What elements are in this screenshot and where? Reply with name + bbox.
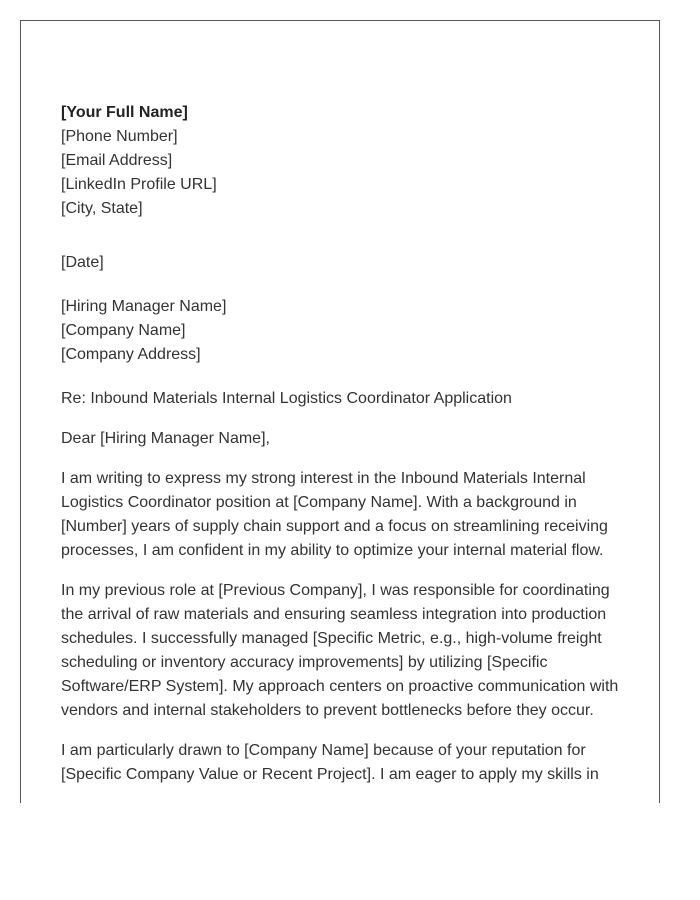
salutation: Dear [Hiring Manager Name], [61, 430, 270, 447]
letter-date: [Date] [61, 254, 104, 271]
sender-name: [Your Full Name] [61, 104, 188, 121]
sender-email: [Email Address] [61, 152, 173, 169]
recipient-company: [Company Name] [61, 322, 186, 339]
document-page [20, 20, 660, 803]
recipient-address: [Company Address] [61, 346, 201, 363]
sender-linkedin: [LinkedIn Profile URL] [61, 176, 217, 193]
subject-line: Re: Inbound Materials Internal Logistics Coordinator Application [61, 390, 512, 407]
sender-phone: [Phone Number] [61, 128, 178, 145]
recipient-block [61, 295, 626, 367]
sender-block [61, 101, 626, 221]
recipient-name: [Hiring Manager Name] [61, 298, 227, 315]
body-paragraph-3: I am particularly drawn to [Company Name] because of your reputation for [Specific Company Value or Recent Project]. I am eager to apply my skills in [61, 742, 599, 783]
sender-location: [City, State] [61, 200, 143, 217]
cover-letter-body [61, 101, 626, 787]
body-paragraph-1: I am writing to express my strong interest in the Inbound Materials Internal Logistics Coordinator position at [Company Name]. With a background in [Number] years of supply chain support and a focus on streamlining receiving processes, I am confident in my ability to optimize your internal material flow. [61, 470, 608, 559]
body-paragraph-2: In my previous role at [Previous Company], I was responsible for coordinating the arrival of raw materials and ensuring seamless integration into production schedules. I successfully managed [Specific Metric, e.g., high-volume freight scheduling or inventory accuracy improvements] by utilizing [Specific Software/ERP System]. My approach centers on proactive communication with vendors and internal stakeholders to prevent bottlenecks before they occur. [61, 582, 619, 719]
